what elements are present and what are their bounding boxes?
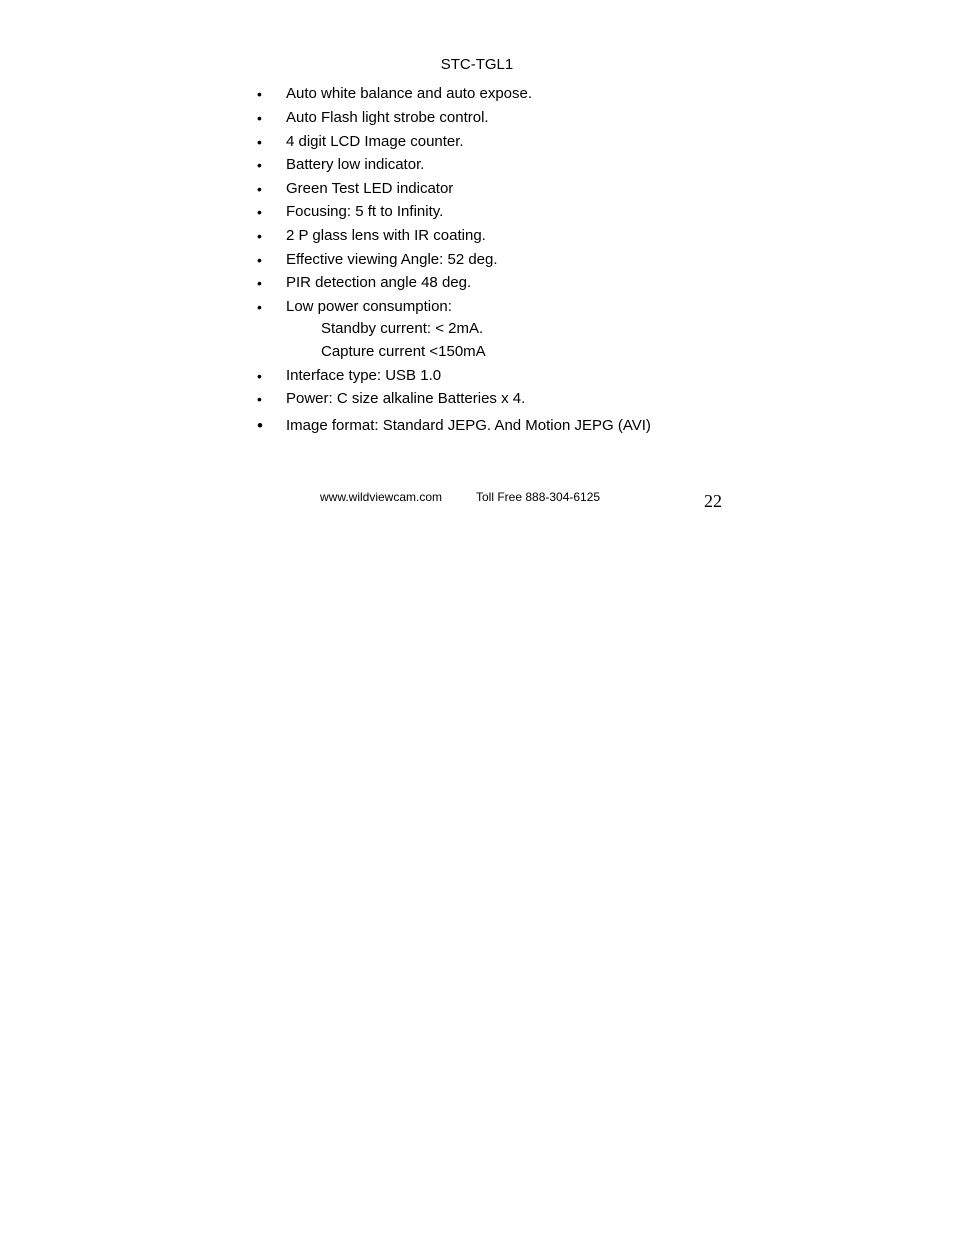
bullet-icon: • xyxy=(257,157,262,173)
bullet-icon: • xyxy=(257,275,262,291)
spec-text: Auto white balance and auto expose. xyxy=(286,85,533,102)
bullet-icon: • xyxy=(257,252,262,268)
power-detail: Standby current: < 2mA. xyxy=(321,320,484,337)
spec-text: Auto Flash light strobe control. xyxy=(286,109,489,126)
spec-item xyxy=(254,202,814,222)
spec-text: 2 P glass lens with IR coating. xyxy=(286,227,486,244)
spec-item xyxy=(254,132,814,152)
bullet-icon: • xyxy=(257,228,262,244)
bullet-icon: • xyxy=(257,391,262,407)
spec-text: Interface type: USB 1.0 xyxy=(286,367,442,384)
spec-item xyxy=(254,108,814,128)
spec-item xyxy=(254,250,814,270)
bullet-icon: • xyxy=(257,416,263,435)
footer-website: www.wildviewcam.com xyxy=(320,490,443,504)
bullet-icon: • xyxy=(257,368,262,384)
spec-item xyxy=(254,416,814,436)
spec-item xyxy=(254,366,814,386)
spec-item xyxy=(254,273,814,293)
power-detail: Capture current <150mA xyxy=(321,343,486,360)
spec-item xyxy=(254,226,814,246)
spec-text: Green Test LED indicator xyxy=(286,180,454,197)
spec-item xyxy=(254,84,814,104)
spec-text: Effective viewing Angle: 52 deg. xyxy=(286,251,498,268)
page-header: STC-TGL1 xyxy=(440,56,514,73)
bullet-icon: • xyxy=(257,134,262,150)
bullet-icon: • xyxy=(257,86,262,102)
spec-item xyxy=(254,389,814,409)
bullet-icon: • xyxy=(257,110,262,126)
spec-text: Power: C size alkaline Batteries x 4. xyxy=(286,390,526,407)
spec-text: Image format: Standard JEPG. And Motion JEPG (AVI) xyxy=(286,417,651,434)
bullet-icon: • xyxy=(257,204,262,220)
spec-text: PIR detection angle 48 deg. xyxy=(286,274,472,291)
spec-item xyxy=(254,297,814,317)
bullet-icon: • xyxy=(257,181,262,197)
spec-text: Low power consumption: xyxy=(286,298,452,315)
spec-item xyxy=(254,179,814,199)
spec-text: Focusing: 5 ft to Infinity. xyxy=(286,203,444,220)
page-number: 22 xyxy=(704,491,722,511)
spec-text: Battery low indicator. xyxy=(286,156,425,173)
spec-text: 4 digit LCD Image counter. xyxy=(286,133,464,150)
spec-item xyxy=(254,155,814,175)
bullet-icon: • xyxy=(257,299,262,315)
footer-phone: Toll Free 888-304-6125 xyxy=(476,490,601,504)
